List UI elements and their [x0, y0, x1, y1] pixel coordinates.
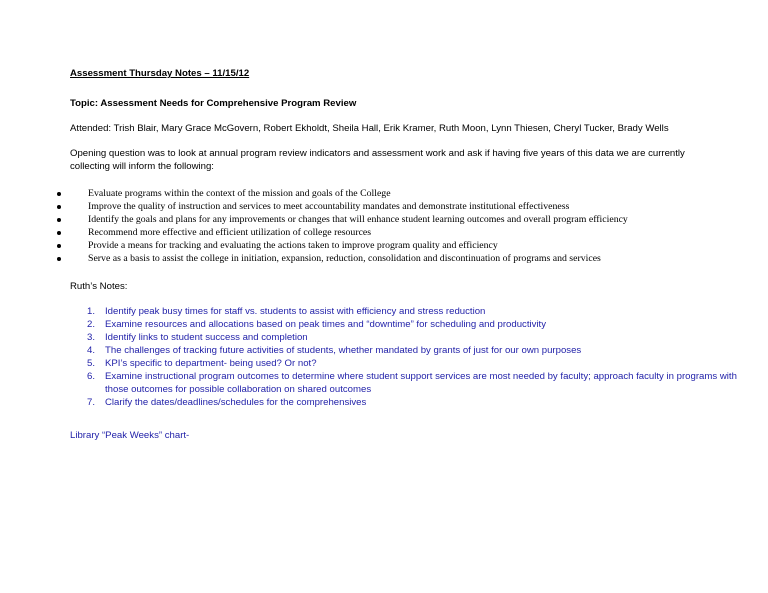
bullet-item — [55, 200, 628, 213]
note-item — [55, 344, 745, 357]
note-text: The challenges of tracking future activities of students, whether mandated by grants of just for our own purposes — [105, 345, 582, 356]
note-item — [55, 318, 745, 331]
note-number: 5. — [87, 358, 96, 369]
ruth-notes-heading: Ruth’s Notes: — [70, 281, 128, 292]
note-item — [55, 357, 745, 370]
bullet-text: Provide a means for tracking and evaluating the actions taken to improve program quality and efficiency — [88, 240, 498, 252]
note-number: 1. — [87, 306, 96, 317]
bullet-item — [55, 239, 628, 252]
bullet-item — [55, 252, 628, 265]
note-text: Examine resources and allocations based on peak times and “downtime” for scheduling and productivity — [105, 319, 547, 330]
note-text: Clarify the dates/deadlines/schedules for the comprehensives — [105, 397, 367, 408]
bullet-text: Improve the quality of instruction and services to meet accountability mandates and demonstrate institutional effectiveness — [88, 201, 570, 213]
bullet-text: Serve as a basis to assist the college in initiation, expansion, reduction, consolidation and discontinuation of programs and services — [88, 253, 601, 265]
bullet-item — [55, 226, 628, 239]
bullet-dot-icon — [57, 231, 61, 235]
note-number: 4. — [87, 345, 96, 356]
topic-line: Topic: Assessment Needs for Comprehensive Program Review — [70, 98, 357, 109]
document-title: Assessment Thursday Notes – 11/15/12 — [70, 68, 250, 79]
bullet-dot-icon — [57, 244, 61, 248]
note-text: KPI’s specific to department- being used? Or not? — [105, 358, 317, 369]
bullet-dot-icon — [57, 218, 61, 222]
note-number: 7. — [87, 397, 96, 408]
ruth-notes-list — [55, 305, 745, 409]
bullet-text: Identify the goals and plans for any improvements or changes that will enhance student learning outcomes and overall program efficiency — [88, 214, 628, 226]
note-number: 3. — [87, 332, 96, 343]
bullet-item — [55, 187, 628, 200]
note-item — [55, 396, 745, 409]
note-text: Identify links to student success and completion — [105, 332, 308, 343]
bullet-dot-icon — [57, 192, 61, 196]
bullet-text: Evaluate programs within the context of the mission and goals of the College — [88, 188, 391, 199]
bullet-text: Recommend more effective and efficient utilization of college resources — [88, 227, 372, 239]
note-item — [55, 370, 745, 396]
note-number: 6. — [87, 371, 96, 382]
library-chart-label: Library “Peak Weeks” chart- — [70, 430, 190, 441]
bullet-item — [55, 213, 628, 226]
note-item — [55, 305, 745, 318]
attendees-line: Attended: Trish Blair, Mary Grace McGovern, Robert Ekholdt, Sheila Hall, Erik Kramer, Ruth Moon, Lynn Thiesen, Cheryl Tucker, Brady Wells — [70, 123, 669, 134]
note-number: 2. — [87, 319, 96, 330]
bullet-dot-icon — [57, 205, 61, 209]
note-text: Identify peak busy times for staff vs. students to assist with efficiency and stress reduction — [105, 306, 486, 317]
note-text: Examine instructional program outcomes to determine where student support services are most needed by faculty; approach faculty in programs with those outcomes for possible collaboration on shared outcomes — [105, 371, 737, 395]
note-item — [55, 331, 745, 344]
opening-question: Opening question was to look at annual program review indicators and assessment work and ask if having five years of this data we are currently collecting will inform the following: — [70, 148, 685, 172]
bullet-dot-icon — [57, 257, 61, 261]
goals-bullet-list — [55, 187, 628, 266]
